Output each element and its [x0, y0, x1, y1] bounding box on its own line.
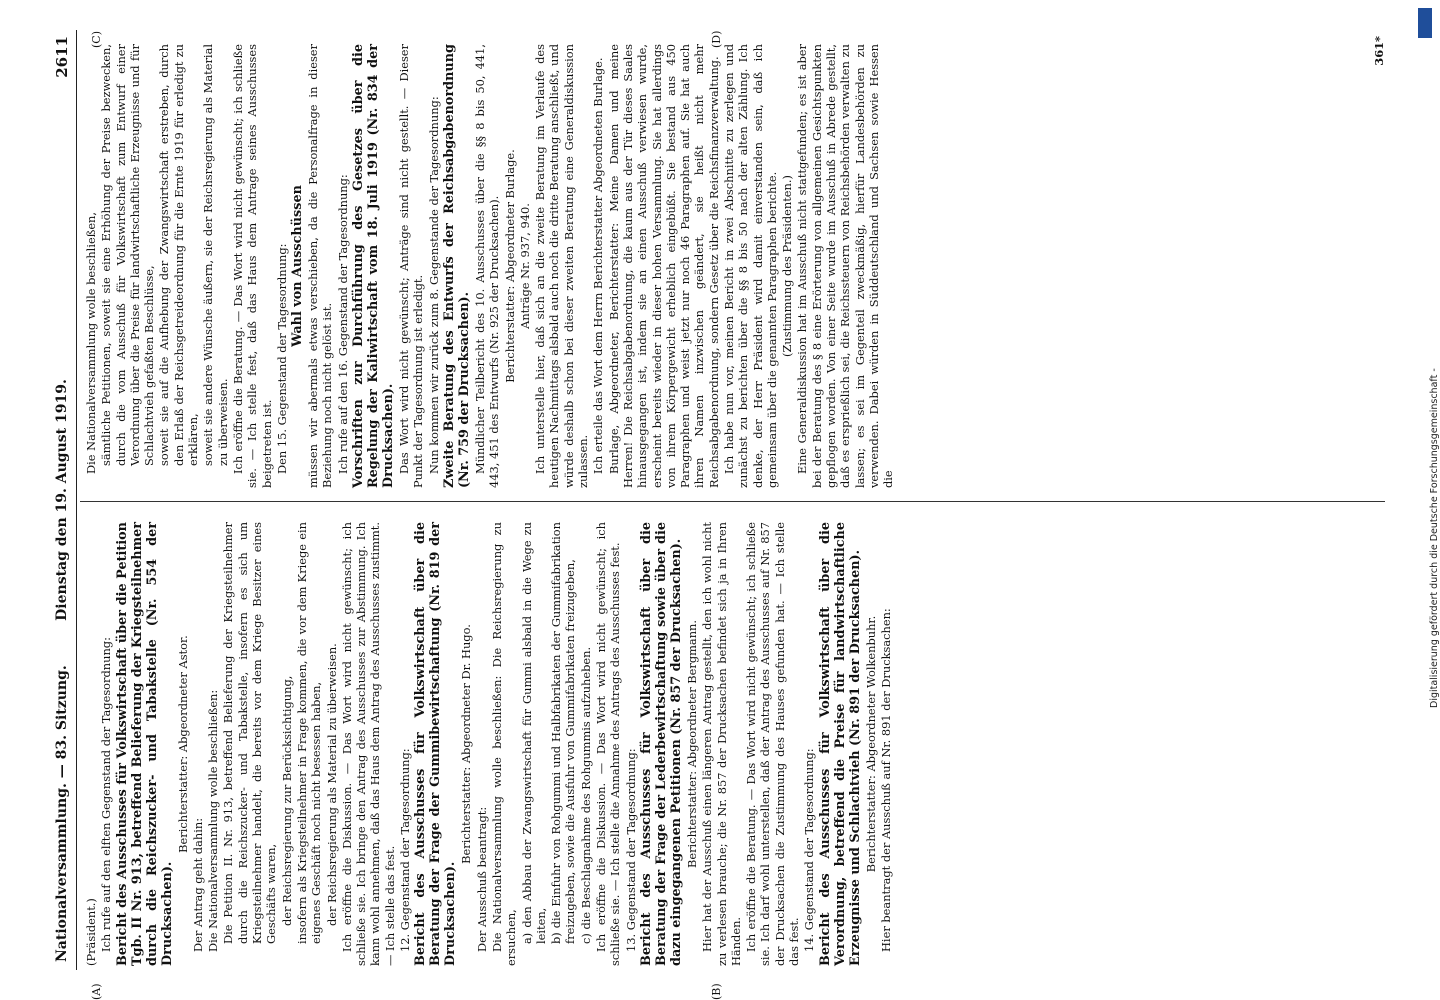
- agenda-heading: Bericht des Ausschusses für Volkswirtschaft über die Beratung der Frage der Gummibewirtschaftung (Nr. 819 der Drucksachen).: [413, 522, 459, 966]
- margin-letter-d: (D): [710, 30, 723, 48]
- resolution-text: soweit sie auf die Aufhebung der Zwangswirtschaft erstreben, durch den Erlaß der Reichsgetreideordnung für die Ernte 1919 für erledigt zu erklären,: [157, 44, 201, 466]
- agenda-heading: Bericht des Ausschusses für Volkswirtschaft über die Petition Tgb. II Nr. 913, betreffend Belieferung der Kriegsteilnehmer durch die Reichszucker- und Tabakstelle (Nr. 554 der Drucksachen).: [114, 522, 175, 966]
- paragraph: müssen wir abermals etwas verschieben, da die Personalfrage in dieser Beziehung noch nicht gelöst ist.: [306, 44, 335, 488]
- resolution-text: soweit sie andere Wünsche äußern, sie der Reichsregierung als Material zu überweisen.: [201, 44, 230, 466]
- paragraph: Hier hat der Ausschuß einen längeren Antrag gestellt, den ich wohl nicht zu verlesen brauche; die Nr. 857 der Drucksachen befindet sich ja in Ihren Händen.: [700, 522, 743, 966]
- resolution-text: sämtliche Petitionen, soweit sie eine Erhöhung der Preise bezwecken, durch die vom Ausschuß für Volkswirtschaft zum Entwurf einer Verordnung über die Preise für landwirtschaftliche Erzeugnisse und für Schlachtvieh gefaßten Beschlüsse,: [99, 44, 157, 466]
- resolution-item: a) den Abbau der Zwangswirtschaft für Gummi alsbald in die Wege zu leiten,: [519, 522, 548, 944]
- agenda-item: 14. Gegenstand der Tagesordnung:: [802, 748, 817, 952]
- column-divider: [80, 501, 1385, 502]
- rapporteur: Berichterstatter: Abgeordneter Wolkenbuhr.: [863, 615, 878, 873]
- signature-mark: 361*: [1371, 36, 1386, 66]
- newspaper-sheet: [50, 30, 1390, 1000]
- resolution-text: insofern als Kriegsteilnehmer in Frage kommen, die vor dem Kriege ein eigenes Geschäft noch nicht besessen haben,: [294, 522, 324, 944]
- agenda-heading: Vorschriften zur Durchführung des Gesetzes über die Regelung der Kaliwirtschaft vom 18. Juli 1919 (Nr. 834 der Drucksachen).: [351, 44, 397, 488]
- agenda-heading: Bericht des Ausschusses für Volkswirtschaft über die Verordnung, betreffend die Preise für landwirtschaftliche Erzeugnisse und Schlachtvieh (Nr. 891 der Drucksachen).: [817, 522, 863, 966]
- resolution-item: c) die Beschlagnahme des Rohgummis aufzuheben.: [578, 646, 593, 944]
- paragraph: Ich eröffne die Beratung. — Das Wort wird nicht gewünscht; ich schließe sie. — Ich stelle fest, daß das Haus dem Antrage seines Ausschusses beigetreten ist.: [230, 44, 274, 488]
- rapporteur: Berichterstatter: Abgeordneter Dr. Hugo.: [459, 624, 474, 864]
- dfg-logo: [1418, 8, 1440, 38]
- paragraph: Die Nationalversammlung wolle beschließen,: [84, 211, 98, 474]
- paragraph: Das Wort wird nicht gewünscht; Anträge sind nicht gestellt. — Dieser Punkt der Tagesordnung ist erledigt.: [397, 44, 426, 488]
- paragraph: Der Ausschuß beantragt:: [474, 806, 489, 952]
- paragraph: Der Antrag geht dahin:: [190, 817, 205, 952]
- margin-letter-a: (A): [90, 983, 103, 1000]
- paragraph: Ich eröffne die Diskussion. — Das Wort wird nicht gewünscht; ich schließe sie. — Ich stelle die Annahme des Antrags des Ausschusses fest.: [594, 522, 623, 966]
- paragraph: Ich eröffne die Beratung. — Das Wort wird nicht gewünscht; ich schließe sie. Ich darf wohl unterstellen, daß der Antrag des Ausschusses auf Nr. 857 der Drucksachen die Zustimmung des Hauses gefunden hat. — Ich stelle das fest.: [744, 522, 801, 966]
- paragraph: Die Nationalversammlung wolle beschließen: Die Reichsregierung zu ersuchen,: [489, 522, 519, 966]
- agenda-item: Ich rufe auf den 16. Gegenstand der Tagesordnung:: [335, 174, 350, 474]
- interjection: (Zustimmung des Präsidenten.): [780, 175, 795, 357]
- resolution-text: Die Petition II. Nr. 913, betreffend Belieferung der Kriegsteilnehmer durch die Reichszucker- und Tabakstelle, insofern es sich um Kriegsteilnehmer handelt, die bereits vor dem Kriege Besitzer eines Geschäfts waren,: [221, 522, 279, 944]
- resolution-item: b) die Einfuhr von Rohgummi und Halbfabrikaten der Gummifabrikation freizugeben, sowie die Ausfuhr von Gummifabrikaten freizugeben,: [549, 522, 578, 944]
- paragraph: Ich eröffne die Diskussion. — Das Wort wird nicht gewünscht; ich schließe sie. Ich bringe den Antrag des Ausschusses zur Abstimmung. Ich kann wohl annehmen, daß das Haus dem Antrag des Ausschusses zustimmt. — Ich stelle das fest.: [339, 522, 397, 966]
- header-left: Nationalversammlung. — 83. Sitzung.: [54, 665, 70, 962]
- header-date: Dienstag den 19. August 1919.: [54, 379, 70, 621]
- paragraph: Ich erteile das Wort dem Herrn Berichterstatter Abgeordneten Burlage.: [591, 57, 606, 474]
- paragraph: Hier beantragt der Ausschuß auf Nr. 891 der Drucksachen:: [878, 608, 893, 952]
- resolution-text: der Reichsregierung zur Berücksichtigung,: [279, 675, 294, 926]
- speech: Burlage, Abgeordneter, Berichterstatter: Meine Damen und meine Herren! Die Reichsabgabenordnung, die kaum aus der Tür dieses Saales hinausgegangen ist, indem sie an einen Ausschuß verwiesen wurde, erscheint bereits wieder in dieser hohen Versammlung. Sie hat allerdings von ihrem Körpergewicht erheblich eingebüßt. Sie bestand aus 450 Paragraphen und weist jetzt nur noch 46 Paragraphen auf. Sie hat auch ihren Namen inzwischen geändert, sie heißt nicht mehr Reichsabgabenordnung, sondern Gesetz über die Reichsfinanzverwaltung.: [606, 44, 721, 488]
- margin-letter-c: (C): [90, 31, 103, 48]
- paragraph: Nun kommen wir zurück zum 8. Gegenstande der Tagesordnung:: [426, 96, 441, 474]
- agenda-heading: Wahl von Ausschüssen: [290, 185, 306, 347]
- speech: Eine Generaldiskussion hat im Ausschuß nicht stattgefunden; es ist aber bei der Beratung des § 8 eine Erörterung von allgemeinen Gesichtspunkten gepflogen worden. Von einer Seite wurde im Ausschuß in Abrede gestellt, daß es ersprießlich sei, die Reichssteuern von Reichsbehörden verwalten zu lassen; es sei im Gegenteil zweckmäßig, hierfür Landesbehörden zu verwenden. Dabei würden in Süddeutschland und Sachsen sowie Hessen die: [795, 44, 896, 488]
- agenda-item: 12. Gegenstand der Tagesordnung:: [398, 748, 413, 952]
- agenda-heading: Zweite Beratung des Entwurfs der Reichsabgabenordnung (Nr. 759 der Drucksachen).: [441, 44, 472, 488]
- resolution-text: der Reichsregierung als Material zu überweisen.: [324, 643, 339, 926]
- margin-letter-b: (B): [710, 983, 723, 1000]
- paragraph: Ich unterstelle hier, daß sich an die zweite Beratung im Verlaufe des heutigen Nachmittags alsbald auch noch die dritte Beratung anschließt, und würde deshalb schon bei dieser zweiten Beratung eine Generaldiskussion zulassen.: [533, 44, 591, 488]
- rapporteur: Berichterstatter: Abgeordneter Burlage.: [502, 149, 517, 383]
- right-column: [84, 44, 1384, 488]
- agenda-heading: Bericht des Ausschusses für Volkswirtschaft über die Beratung der Frage der Lederbewirtschaftung sowie über die dazu eingegangenen Petitionen (Nr. 857 der Drucksachen).: [638, 522, 684, 966]
- rapporteur: Berichterstatter: Abgeordneter Bergmann.: [684, 619, 699, 869]
- left-column: [84, 522, 1384, 966]
- paragraph: Ich rufe auf den elften Gegenstand der Tagesordnung:: [99, 637, 114, 952]
- paragraph: Mündlicher Teilbericht des 10. Ausschusses über die §§ 8 bis 50, 441, 443, 451 des Entwurfs (Nr. 925 der Drucksachen).: [472, 44, 502, 488]
- paragraph: Die Nationalversammlung wolle beschließen:: [206, 689, 221, 952]
- page-number: 2611: [53, 36, 71, 78]
- agenda-item: Den 15. Gegenstand der Tagesordnung:: [274, 243, 289, 474]
- logo-text: DFG: [1431, 16, 1440, 35]
- speech: Ich habe nun vor, meinen Bericht in zwei Abschnitte zu zerlegen und zunächst zu berichten über die §§ 8 bis 50 nach der alten Zählung. Ich denke, der Herr Präsident wird damit einverstanden sein, daß ich gemeinsam über die genannten Paragraphen berichte.: [721, 44, 779, 488]
- page-header: [50, 30, 77, 970]
- rapporteur: Berichterstatter: Abgeordneter Astor.: [175, 635, 190, 853]
- motions: Anträge Nr. 937, 940.: [517, 203, 532, 329]
- agenda-item: 13. Gegenstand der Tagesordnung:: [623, 748, 638, 952]
- speaker-tag: (Präsident.): [84, 898, 98, 966]
- credit-text: Digitalisierung gefördert durch die Deutsche Forschungsgemeinschaft -: [1429, 368, 1440, 708]
